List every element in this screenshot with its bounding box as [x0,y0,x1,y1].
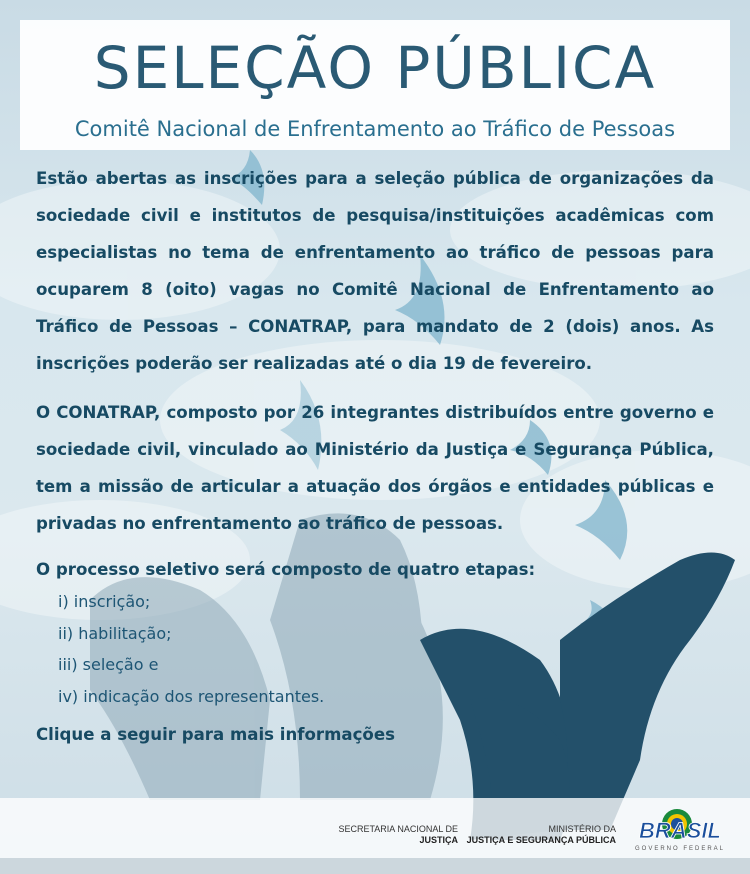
page-subtitle: Comitê Nacional de Enfrentamento ao Tráfico de Pessoas [74,117,676,141]
paragraph-inscricoes: Estão abertas as inscrições para a seleção pública de organizações da sociedade civil e institutos de pesquisa/instituições acadêmicas com especialistas no tema de enfrentamento ao tráfico de pessoas para ocuparem 8 (oito) vagas no Comitê Nacional de Enfrentamento ao Tráfico de Pessoas – CONATRAP, para mandato de 2 (dois) anos. As inscrições poderão ser realizadas até o dia 19 de fevereiro. [36,169,714,373]
list-item: iii) seleção e [58,655,159,674]
secretaria-line2: JUSTIÇA [419,835,458,845]
header-banner [20,20,730,150]
steps-list [36,586,714,712]
steps-intro: O processo seletivo será composto de quatro etapas: [36,560,536,579]
logo-text: BRASIL [639,818,721,843]
logo-subtext: GOVERNO FEDERAL [634,846,726,852]
list-item: i) inscrição; [58,592,151,611]
secretaria-label [300,824,458,846]
announcement-body [36,160,714,750]
page-title: SELEÇÃO PÚBLICA [93,34,657,102]
paragraph-conatrap: O CONATRAP, composto por 26 integrantes distribuídos entre governo e sociedade civil, vinculado ao Ministério da Justiça e Segurança Pública, tem a missão de articular a atuação dos órgãos e entidades públicas e privadas no enfrentamento ao tráfico de pessoas. [36,403,714,533]
more-info-link[interactable]: Clique a seguir para mais informações [36,725,395,744]
footer-divider [0,858,750,874]
secretaria-line1: SECRETARIA NACIONAL DE [338,824,458,834]
footer-bar [0,798,750,860]
ministerio-line1: MINISTÉRIO DA [548,824,616,834]
ministerio-line2: JUSTIÇA E SEGURANÇA PÚBLICA [466,835,616,845]
list-item: iv) indicação dos representantes. [58,686,325,706]
ministerio-label [466,824,616,846]
list-item: ii) habilitação; [58,623,172,643]
brasil-logo-icon [625,804,735,856]
